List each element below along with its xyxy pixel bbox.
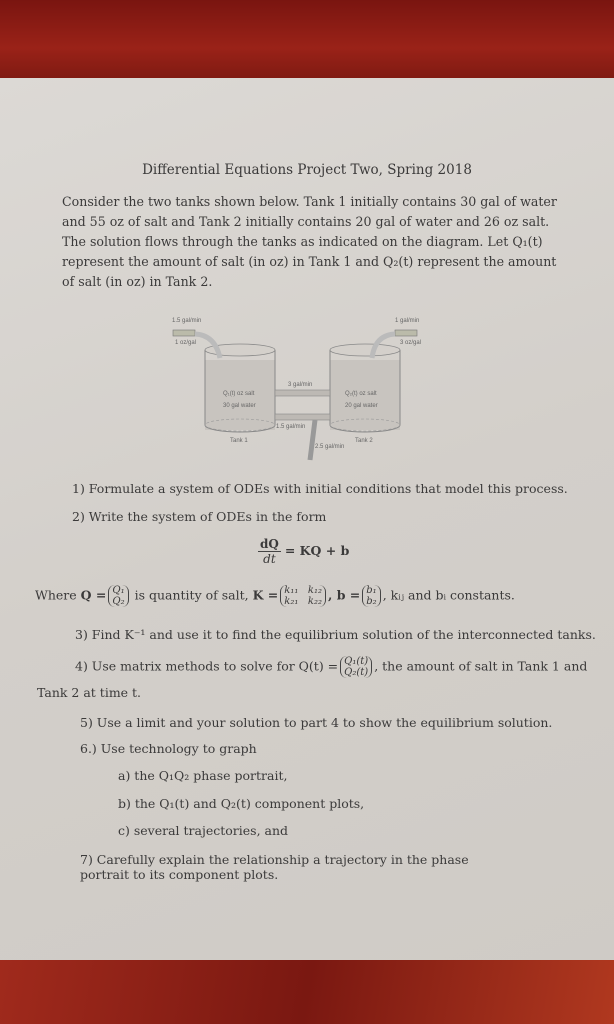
- derivative-fraction: [258, 537, 281, 566]
- question-6: 6.) Use technology to graph: [80, 741, 257, 756]
- question-4-start: 4) Use matrix methods to solve for Q(t) =: [75, 658, 339, 674]
- wood-background-top: [0, 0, 614, 80]
- k-matrix-bottom: k₂₁ k₂₂: [284, 596, 322, 607]
- fraction-numerator: dQ: [260, 537, 279, 551]
- where-label: Where: [35, 587, 77, 603]
- ode-equation: [258, 537, 349, 566]
- inflow1-concentration: 1 oz/gal: [175, 340, 197, 346]
- tank-diagram: [160, 300, 460, 480]
- inflow1-rate: 1.5 gal/min: [172, 318, 202, 324]
- question-6c: c) several trajectories, and: [118, 823, 289, 838]
- definitions-line: [35, 585, 515, 607]
- q-of-t-top: Q₁(t): [344, 656, 369, 667]
- k-matrix: [280, 585, 326, 607]
- k-symbol: K =: [252, 587, 279, 603]
- question-4-continued: Tank 2 at time t.: [37, 685, 142, 700]
- b-symbol: , b =: [327, 587, 361, 603]
- tank1-water-label: 30 gal water: [223, 403, 256, 409]
- k-matrix-top: k₁₁ k₁₂: [284, 585, 322, 596]
- q-vector-top: Q₁: [112, 585, 125, 596]
- outflow-rate: 2.5 gal/min: [315, 444, 345, 450]
- tank1-salt-label: Q₁(t) oz salt: [223, 391, 255, 397]
- constants-text: , kᵢⱼ and bᵢ constants.: [382, 587, 515, 603]
- q-description: is quantity of salt,: [134, 587, 249, 603]
- q-symbol: Q =: [80, 587, 107, 603]
- equation-rhs: = KQ + b: [284, 543, 350, 558]
- tank-2: [330, 344, 400, 432]
- inflow2-rate: 1 gal/min: [395, 318, 420, 324]
- question-3: 3) Find K⁻¹ and use it to find the equilibrium solution of the interconnected tanks.: [75, 627, 596, 642]
- q-vector: [108, 585, 128, 607]
- question-6b: b) the Q₁(t) and Q₂(t) component plots,: [118, 796, 365, 811]
- question-6a: a) the Q₁Q₂ phase portrait,: [118, 768, 288, 783]
- intro-paragraph: Consider the two tanks shown below. Tank 1 initially contains 30 gal of water and 55 oz of salt and Tank 2 initially contains 20 gal of water and 26 oz salt. The solution flows through the tanks as indicated on the diagram. Let Q₁(t) represent the amount of salt (in oz) in Tank 1 and Q₂(t) represent the amount of salt (in oz) in Tank 2.: [62, 194, 557, 289]
- tank2-salt-label: Q₂(t) oz salt: [345, 391, 377, 397]
- pipe-top-rate: 3 gal/min: [288, 382, 313, 388]
- question-7: 7) Carefully explain the relationship a trajectory in the phase portrait to its component plots.: [80, 852, 469, 882]
- tank1-label: Tank 1: [230, 438, 248, 444]
- inflow2-concentration: 3 oz/gal: [400, 340, 422, 346]
- q-of-t-vector: [340, 656, 372, 678]
- question-5: 5) Use a limit and your solution to part 4 to show the equilibrium solution.: [80, 715, 553, 730]
- question-2: 2) Write the system of ODEs in the form: [72, 509, 327, 524]
- question-4-end: , the amount of salt in Tank 1 and: [374, 658, 588, 674]
- question-1: 1) Formulate a system of ODEs with initial conditions that model this process.: [72, 481, 568, 496]
- fraction-denominator: dt: [263, 552, 276, 566]
- question-4: [75, 656, 587, 678]
- tank-1: [205, 344, 275, 432]
- wood-background-bottom: [0, 960, 614, 1024]
- q-of-t-bottom: Q₂(t): [344, 667, 369, 678]
- b-vector-top: b₁: [366, 585, 377, 596]
- tank2-label: Tank 2: [355, 438, 373, 444]
- document-title: Differential Equations Project Two, Spring 2018: [142, 162, 472, 178]
- tank2-water-label: 20 gal water: [345, 403, 378, 409]
- q-vector-bottom: Q₂: [112, 596, 125, 607]
- b-vector-bottom: b₂: [366, 596, 377, 607]
- pipe-bottom-rate: 1.5 gal/min: [276, 424, 306, 430]
- b-vector: [362, 585, 380, 607]
